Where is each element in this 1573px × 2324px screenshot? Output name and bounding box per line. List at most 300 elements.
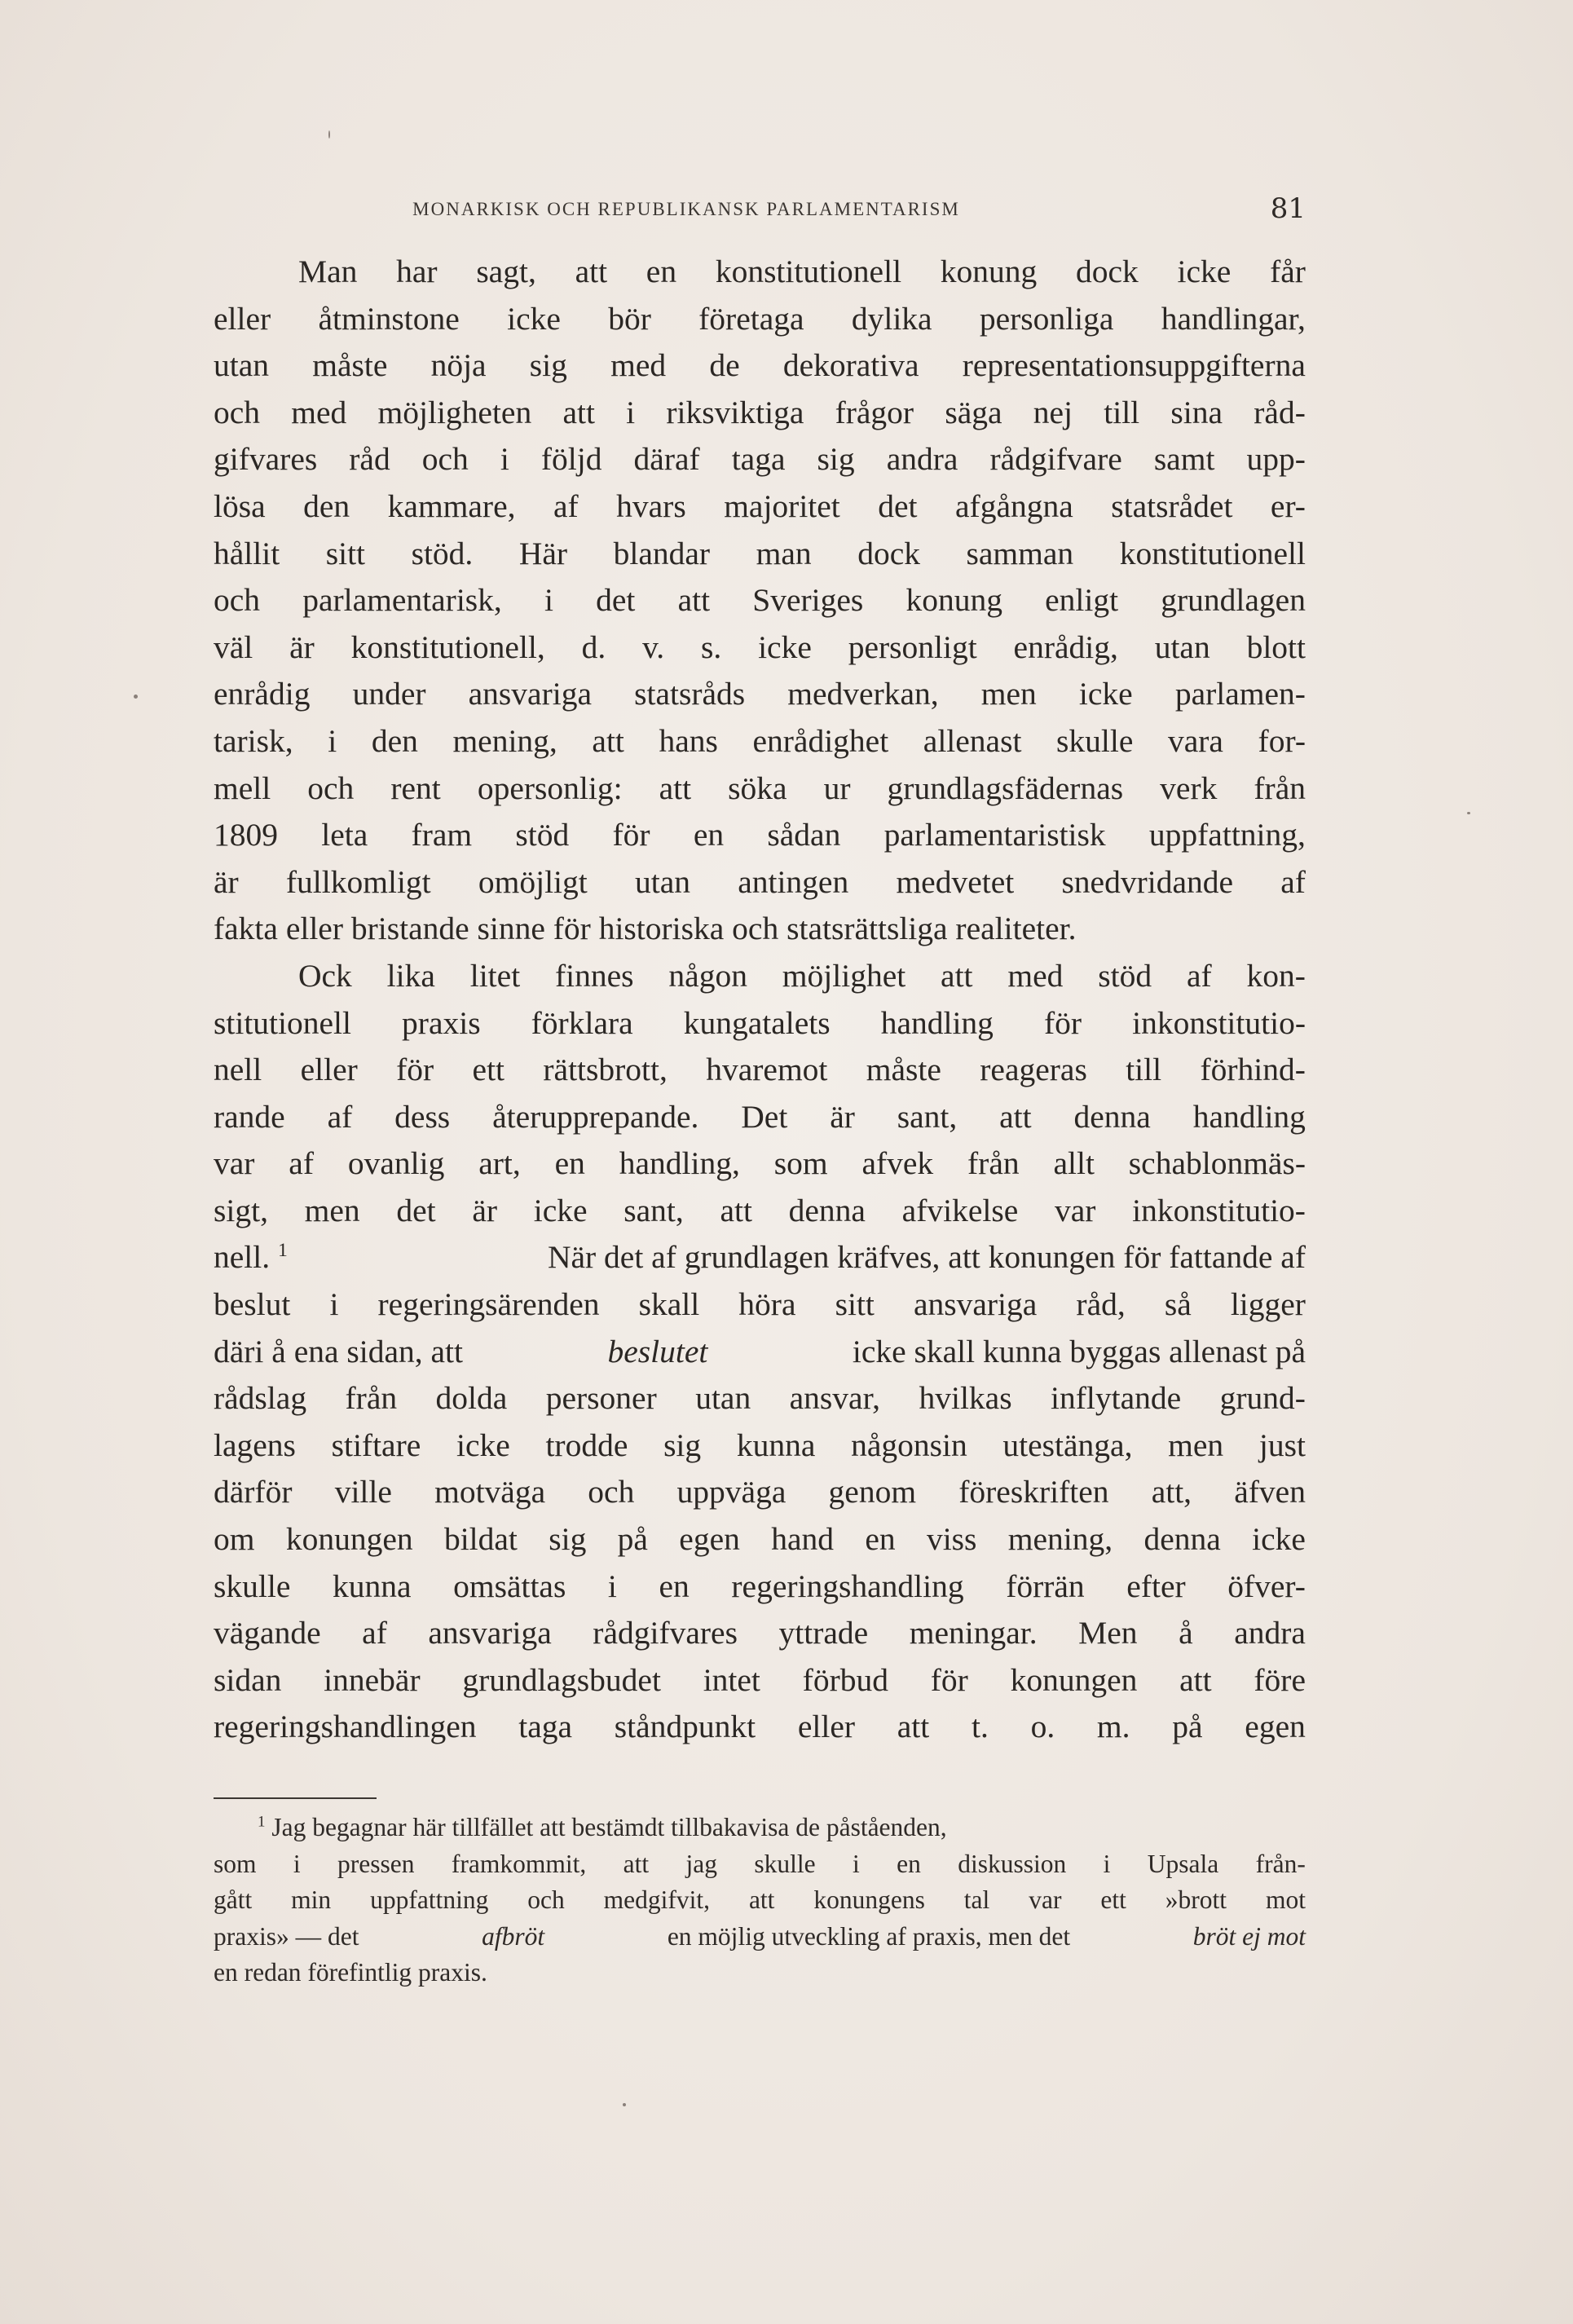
word: till bbox=[1104, 394, 1140, 430]
word: Ock bbox=[298, 957, 352, 994]
word: ståndpunkt bbox=[614, 1709, 756, 1745]
footnote-fragment: en möjlig utveckling af praxis, men det bbox=[667, 1921, 1071, 1951]
word: enrådig, bbox=[1013, 628, 1118, 665]
word: i bbox=[852, 1849, 860, 1878]
word: den bbox=[303, 487, 350, 524]
word: skulle bbox=[754, 1849, 816, 1878]
word: sig bbox=[549, 1521, 587, 1558]
word: till bbox=[1126, 1052, 1162, 1088]
word: men bbox=[304, 1192, 360, 1228]
word: dock bbox=[857, 535, 920, 571]
word: och bbox=[527, 1885, 565, 1914]
word: fullkomligt bbox=[285, 863, 431, 900]
word: 1809 bbox=[214, 817, 278, 853]
word: söka bbox=[728, 770, 787, 806]
footnote-line-with-emphasis bbox=[214, 1919, 1306, 1956]
word: parlamen- bbox=[1174, 676, 1306, 712]
italic-emphasis: bröt ej mot bbox=[1192, 1921, 1306, 1951]
paper-speck bbox=[328, 130, 330, 139]
word: yttrade bbox=[778, 1615, 869, 1651]
word: dekorativa bbox=[782, 347, 919, 384]
text-line-with-emphasis bbox=[214, 1329, 1306, 1376]
word: opersonlig: bbox=[477, 770, 623, 806]
word: mening, bbox=[1007, 1521, 1113, 1558]
word: sådan bbox=[767, 817, 841, 853]
word: stöd bbox=[1098, 957, 1152, 994]
word: följd bbox=[540, 441, 602, 478]
paper-speck bbox=[134, 695, 138, 699]
word: gifvares bbox=[214, 441, 318, 478]
word: statsråds bbox=[634, 676, 746, 712]
word: att bbox=[720, 1192, 752, 1228]
word: afgångna bbox=[955, 487, 1073, 524]
word: stiftare bbox=[331, 1427, 421, 1463]
word: egen bbox=[679, 1521, 740, 1558]
footnote-ref[interactable]: 1 bbox=[277, 1240, 288, 1262]
word: sig bbox=[529, 347, 567, 384]
word: möjlighet bbox=[782, 957, 906, 994]
italic-emphasis: beslutet bbox=[607, 1333, 708, 1369]
word: handling, bbox=[619, 1145, 740, 1182]
word: dess bbox=[394, 1098, 451, 1135]
footnote-line bbox=[214, 1846, 1306, 1883]
paper-speck bbox=[1467, 812, 1470, 814]
word: någonsin bbox=[851, 1427, 967, 1463]
text-line bbox=[214, 1422, 1306, 1470]
word: reageras bbox=[980, 1052, 1087, 1088]
word: kungatalets bbox=[683, 1004, 831, 1041]
word: stöd bbox=[515, 817, 570, 853]
word: pressen bbox=[337, 1849, 415, 1878]
word: rådgifvare bbox=[989, 441, 1122, 478]
word: Sveriges bbox=[752, 582, 864, 619]
word: möjligheten bbox=[377, 394, 532, 430]
word: grundlagen bbox=[1161, 582, 1306, 619]
word: icke bbox=[1078, 676, 1133, 712]
word: konstitutionell bbox=[1119, 535, 1306, 571]
word: på bbox=[1172, 1709, 1203, 1745]
word: viss bbox=[926, 1521, 977, 1558]
word: lösa bbox=[214, 487, 266, 524]
word: omöjligt bbox=[478, 863, 588, 900]
word: hvilkas bbox=[919, 1380, 1012, 1417]
word: däraf bbox=[633, 441, 700, 478]
word: ansvariga bbox=[428, 1615, 552, 1651]
word: personligt bbox=[848, 628, 977, 665]
word: i bbox=[328, 722, 337, 759]
word: skulle bbox=[1056, 722, 1134, 759]
word: från bbox=[345, 1380, 398, 1417]
text-line bbox=[214, 1140, 1306, 1188]
text-line bbox=[214, 483, 1306, 531]
text-line bbox=[214, 296, 1306, 343]
text-line bbox=[214, 812, 1306, 859]
word: under bbox=[352, 676, 426, 712]
word: grundlagsfädernas bbox=[887, 770, 1124, 806]
word: att bbox=[562, 394, 595, 430]
word: man bbox=[756, 535, 812, 571]
footnote-fragment: $^1$ Jag begagnar här tillfället att bestämdt tillbakavisa de påståenden, bbox=[258, 1813, 947, 1841]
word: att bbox=[999, 1098, 1032, 1135]
word: hans bbox=[659, 722, 718, 759]
word: uppfattning, bbox=[1148, 817, 1306, 853]
text-line bbox=[214, 1610, 1306, 1657]
word: skulle bbox=[214, 1568, 291, 1604]
word: utestänga, bbox=[1002, 1427, 1133, 1463]
text-line bbox=[214, 671, 1306, 718]
word: att bbox=[677, 582, 711, 619]
word: nell bbox=[214, 1052, 262, 1088]
word: icke bbox=[1252, 1521, 1306, 1558]
word: att bbox=[623, 1849, 650, 1878]
word: schablonmäs- bbox=[1128, 1145, 1306, 1182]
word: d. bbox=[581, 628, 606, 665]
word: frågor bbox=[835, 394, 914, 430]
word: verk bbox=[1160, 770, 1218, 806]
word: att bbox=[897, 1709, 930, 1745]
word: att bbox=[941, 957, 973, 994]
word: samman bbox=[966, 535, 1074, 571]
word: hållit bbox=[214, 535, 280, 571]
word: intet bbox=[703, 1661, 760, 1698]
word: och bbox=[421, 441, 469, 478]
word: de bbox=[709, 347, 740, 384]
word: icke bbox=[456, 1427, 510, 1463]
word: för bbox=[930, 1661, 968, 1698]
word: konung bbox=[905, 582, 1002, 619]
text-line bbox=[214, 953, 1306, 1000]
text-line bbox=[214, 342, 1306, 390]
text-line bbox=[214, 531, 1306, 578]
word: af bbox=[1186, 957, 1212, 994]
word: hand bbox=[771, 1521, 834, 1558]
word: råd- bbox=[1254, 394, 1306, 430]
word: konungens bbox=[813, 1885, 925, 1914]
word: äfven bbox=[1234, 1474, 1306, 1510]
footnote-marker: 1 bbox=[258, 1813, 266, 1831]
word: måste bbox=[312, 347, 388, 384]
word: art, bbox=[478, 1145, 521, 1182]
word: vägande bbox=[214, 1615, 321, 1651]
word: genom bbox=[828, 1474, 917, 1510]
word: konstitutionell bbox=[715, 254, 902, 289]
page-header bbox=[214, 192, 1306, 233]
word: åtminstone bbox=[318, 300, 460, 337]
word: Här bbox=[518, 535, 568, 571]
word: sitt bbox=[835, 1286, 875, 1323]
text-line bbox=[214, 859, 1306, 906]
word: med bbox=[610, 347, 667, 384]
word: regeringshandling bbox=[731, 1568, 964, 1604]
word: stöd. bbox=[411, 535, 474, 571]
word: afvikelse bbox=[901, 1192, 1019, 1228]
word: sant, bbox=[623, 1192, 684, 1228]
text-line: fakta eller bristande sinne för historiska och statsrättsliga realiteter. bbox=[214, 911, 1077, 947]
word: uppfattning bbox=[370, 1885, 489, 1914]
word: regeringshandlingen bbox=[214, 1709, 477, 1745]
word: dock bbox=[1076, 254, 1139, 289]
word: riksviktiga bbox=[666, 394, 804, 430]
word: öfver- bbox=[1227, 1568, 1306, 1604]
word: en bbox=[646, 254, 677, 289]
word: Upsala bbox=[1147, 1849, 1219, 1878]
word: utan bbox=[214, 347, 270, 384]
word: icke bbox=[533, 1192, 588, 1228]
word: finnes bbox=[555, 957, 634, 994]
word: lagens bbox=[214, 1427, 296, 1463]
word: praxis bbox=[402, 1004, 481, 1041]
word: bildat bbox=[443, 1521, 518, 1558]
text-fragment: icke skall kunna byggas allenast på bbox=[852, 1333, 1306, 1369]
word: i bbox=[293, 1849, 301, 1878]
word: regeringsärenden bbox=[377, 1286, 600, 1323]
word: en bbox=[693, 817, 725, 853]
word: den bbox=[371, 722, 418, 759]
word: men bbox=[1168, 1427, 1224, 1463]
word: omsättas bbox=[453, 1568, 566, 1604]
word: snedvridande bbox=[1061, 863, 1234, 900]
word: från- bbox=[1255, 1849, 1306, 1878]
word: for- bbox=[1258, 722, 1306, 759]
word: om bbox=[214, 1521, 255, 1558]
word: personliga bbox=[979, 300, 1114, 337]
word: förrän bbox=[1006, 1568, 1085, 1604]
page-number: 81 bbox=[1270, 192, 1306, 225]
text-line bbox=[214, 1516, 1306, 1563]
word: icke bbox=[507, 300, 561, 337]
word: beslut bbox=[214, 1286, 291, 1323]
word: framkommit, bbox=[451, 1849, 587, 1878]
word: inkonstitutio- bbox=[1132, 1192, 1306, 1228]
text-line bbox=[214, 718, 1306, 765]
word: kon- bbox=[1246, 957, 1306, 994]
word: var bbox=[1054, 1192, 1096, 1228]
word: Man bbox=[298, 254, 358, 289]
word: utan bbox=[1154, 628, 1210, 665]
text-line bbox=[214, 1281, 1306, 1329]
word: det bbox=[596, 582, 636, 619]
word: rent bbox=[390, 770, 441, 806]
word: eller bbox=[797, 1709, 856, 1745]
word: icke bbox=[1177, 254, 1232, 289]
text-line bbox=[214, 1469, 1306, 1516]
text-line bbox=[214, 1094, 1306, 1141]
word: att bbox=[659, 770, 692, 806]
word: tarisk, bbox=[214, 722, 293, 759]
word: antingen bbox=[738, 863, 849, 900]
word: upp- bbox=[1246, 441, 1306, 478]
text-line bbox=[214, 1188, 1306, 1235]
word: är bbox=[830, 1098, 855, 1135]
word: kammare, bbox=[387, 487, 516, 524]
word: före bbox=[1254, 1661, 1306, 1698]
text-fragment: nell. $^1$ bbox=[214, 1239, 288, 1276]
word: sig bbox=[663, 1427, 702, 1463]
word: som bbox=[214, 1849, 257, 1878]
text-line bbox=[214, 1657, 1306, 1704]
word: nej bbox=[1033, 394, 1073, 430]
word: taga bbox=[518, 1709, 573, 1745]
word: sagt, bbox=[476, 254, 536, 289]
word: måste bbox=[866, 1052, 941, 1088]
text-line bbox=[214, 1563, 1306, 1611]
footnote-fragment: praxis» — det bbox=[214, 1921, 359, 1951]
text-line bbox=[214, 1047, 1306, 1094]
word: medgifvit, bbox=[603, 1885, 711, 1914]
word: en bbox=[897, 1849, 921, 1878]
word: innebär bbox=[324, 1661, 421, 1698]
word: eller bbox=[214, 300, 271, 337]
word: är bbox=[472, 1192, 498, 1228]
word: allenast bbox=[923, 722, 1022, 759]
word: i bbox=[1103, 1849, 1111, 1878]
word: att bbox=[748, 1885, 775, 1914]
text-line bbox=[214, 390, 1306, 437]
word: af bbox=[1280, 863, 1306, 900]
word: hvaremot bbox=[706, 1052, 828, 1088]
text-fragment: När det af grundlagen kräfves, att konungen för fattande af bbox=[547, 1239, 1306, 1276]
word: andra bbox=[1234, 1615, 1306, 1651]
word: meningar. bbox=[909, 1615, 1038, 1651]
word: egen bbox=[1245, 1709, 1306, 1745]
word: får bbox=[1270, 254, 1306, 289]
word: kunna bbox=[332, 1568, 412, 1604]
word: ansvar, bbox=[789, 1380, 881, 1417]
footnote bbox=[214, 1810, 1306, 1991]
word: nöja bbox=[430, 347, 487, 384]
word: en bbox=[554, 1145, 585, 1182]
word: med bbox=[1007, 957, 1064, 994]
word: en bbox=[865, 1521, 896, 1558]
word: utan bbox=[695, 1380, 751, 1417]
word: för bbox=[1043, 1004, 1082, 1041]
word: parlamentarisk, bbox=[302, 582, 502, 619]
word: någon bbox=[668, 957, 747, 994]
word: föreskriften bbox=[958, 1474, 1109, 1510]
word: o. bbox=[1030, 1709, 1055, 1745]
word: men bbox=[980, 676, 1037, 712]
text-line bbox=[214, 765, 1306, 813]
word: från bbox=[967, 1145, 1020, 1182]
word: denna bbox=[1143, 1521, 1221, 1558]
word: ovanlig bbox=[347, 1145, 445, 1182]
word: hvars bbox=[616, 487, 686, 524]
footnote-line bbox=[214, 1810, 1306, 1846]
word: parlamentaristisk bbox=[883, 817, 1106, 853]
word: grund- bbox=[1219, 1380, 1306, 1417]
word: icke bbox=[758, 628, 812, 665]
word: råd bbox=[349, 441, 390, 478]
word: skall bbox=[638, 1286, 700, 1323]
word: sig bbox=[817, 441, 855, 478]
word: och bbox=[214, 582, 261, 619]
word: efter bbox=[1126, 1568, 1186, 1604]
word: konungen bbox=[285, 1521, 413, 1558]
word: konstitutionell, bbox=[350, 628, 545, 665]
word: majoritet bbox=[724, 487, 840, 524]
word: denna bbox=[788, 1192, 866, 1228]
word: i bbox=[500, 441, 509, 478]
word: af bbox=[327, 1098, 353, 1135]
word: ur bbox=[823, 770, 851, 806]
word: mot bbox=[1265, 1885, 1306, 1914]
word: kunna bbox=[736, 1427, 816, 1463]
text-line bbox=[214, 249, 1306, 296]
text-line-with-footnote bbox=[214, 1234, 1306, 1281]
word: förbud bbox=[802, 1661, 888, 1698]
word: af bbox=[553, 487, 579, 524]
word: representationsuppgifterna bbox=[962, 347, 1306, 384]
word: mening, bbox=[452, 722, 557, 759]
word: utan bbox=[634, 863, 690, 900]
word: af bbox=[362, 1615, 387, 1651]
word: medverkan, bbox=[787, 676, 939, 712]
word: att bbox=[575, 254, 608, 289]
word: och bbox=[307, 770, 355, 806]
word: att bbox=[1179, 1661, 1212, 1698]
word: andra bbox=[886, 441, 958, 478]
word: enrådighet bbox=[752, 722, 889, 759]
word: och bbox=[214, 394, 261, 430]
word: min bbox=[291, 1885, 332, 1914]
word: det bbox=[396, 1192, 436, 1228]
word: ligger bbox=[1230, 1286, 1306, 1323]
word: förklara bbox=[531, 1004, 633, 1041]
word: inkonstitutio- bbox=[1132, 1004, 1306, 1041]
word: var bbox=[1029, 1885, 1062, 1914]
word: v. bbox=[642, 628, 665, 665]
word: enrådig bbox=[214, 676, 311, 712]
word: konung bbox=[940, 254, 1038, 289]
word: tal bbox=[963, 1885, 990, 1914]
word: ansvariga bbox=[468, 676, 592, 712]
text-line bbox=[214, 1000, 1306, 1047]
word: på bbox=[617, 1521, 648, 1558]
word: för bbox=[612, 817, 650, 853]
word: höra bbox=[738, 1286, 796, 1323]
word: mell bbox=[214, 770, 271, 806]
word: handling bbox=[1192, 1098, 1306, 1135]
word: och bbox=[588, 1474, 635, 1510]
word: lika bbox=[386, 957, 435, 994]
word: med bbox=[291, 394, 347, 430]
word: ett bbox=[472, 1052, 505, 1088]
word: återupprepande. bbox=[492, 1098, 699, 1135]
word: för bbox=[396, 1052, 434, 1088]
word: allt bbox=[1053, 1145, 1095, 1182]
text-line bbox=[214, 1375, 1306, 1422]
word: sigt, bbox=[214, 1192, 268, 1228]
word: diskussion bbox=[958, 1849, 1067, 1878]
word: trodde bbox=[545, 1427, 628, 1463]
word: rande bbox=[214, 1098, 285, 1135]
word: m. bbox=[1096, 1709, 1130, 1745]
word: är bbox=[214, 863, 239, 900]
word: uppväga bbox=[676, 1474, 786, 1510]
word: denna bbox=[1073, 1098, 1151, 1135]
word: säga bbox=[945, 394, 1002, 430]
word: ville bbox=[334, 1474, 392, 1510]
word: har bbox=[396, 254, 438, 289]
word: konungen bbox=[1010, 1661, 1138, 1698]
word: rättsbrott, bbox=[543, 1052, 668, 1088]
word: i bbox=[626, 394, 636, 430]
footnote-divider bbox=[214, 1797, 377, 1799]
word: leta bbox=[321, 817, 368, 853]
word: af bbox=[289, 1145, 314, 1182]
text-line bbox=[214, 436, 1306, 483]
word: gått bbox=[214, 1885, 253, 1914]
